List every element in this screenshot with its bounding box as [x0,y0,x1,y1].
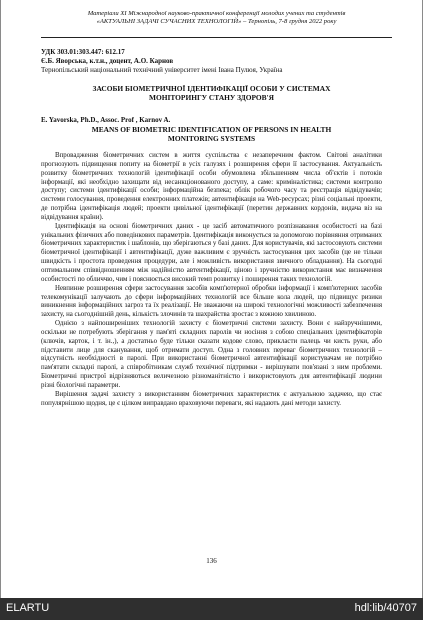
title-ua-line-2: МОНІТОРИНГУ СТАНУ ЗДОРОВ'Я [149,93,274,103]
udk-code: УДК 303.01:303.447: 612.17 [41,48,125,56]
title-english [41,125,382,143]
affiliation: Тернопільський національний технічний університет імені Івана Пулюя, Україна [41,66,283,74]
viewer-footer [0,598,423,620]
conference-header [41,10,392,27]
footer-repository-label: ELARTU [6,602,50,614]
header-line-2: «АКТУАЛЬНІ ЗАДАЧІ СУЧАСНИХ ТЕХНОЛОГІЙ» – Тернопіль, 7-8 грудня 2022 року [96,18,337,26]
authors-ua: Є.Б. Яворська, к.т.н., доцент, А.О. Карнов [41,57,174,65]
footer-handle-label: hdl:lib/40707 [354,602,417,614]
authors-en: E. Yavorska, Ph.D., Assoc. Prof , Karnov A. [41,116,171,124]
paragraph: Ідентифікація на основі біометричних даних - це засіб автоматичного розпізнавання особистості на базі унікальних фізичних або поведінкових параметрів. Ідентифікація виконується за допомогою порівняння отриманих біометричних характеристик і шаблонів, що зберігаються у базі даних. Для користувачів, які застосовують системи біометричної ідентифікації і автентифікації, дуже важливим є зручність застосування цих засобів (це не тільки швидкість і простота проведення процедури, але і можливість використання звичного обладнання). На сьогодні оптимальним співвідношенням між надійністю автентифікації, ціною і зручністю використання має визначення особистості по обличчю, чим і пояснюється високий темп розвитку і поширення таких технологій. [41,222,382,283]
title-ua-line-1: ЗАСОБИ БІОМЕТРИЧНОЇ ІДЕНТИФІКАЦІЇ ОСОБИ У СИСТЕМАХ [92,84,331,93]
paragraph: Вирішення задачі захисту з використанням біометричних характеристик є актуальною задачею, що стає популярнішою щодня, це є цілком виправдано враховуючи переваги, які надають дані методи захисту. [41,390,382,407]
body-text [41,152,382,408]
paragraph: Впровадження біометричних систем в життя суспільства є незаперечним фактом. Світові аналітики прогнозують підвищення попиту на біометрії в усіх галузях і розширення сфери її застосування. Актуальність розвитку біометричних технологій ідентифікації особи обумовлена збільшенням числа об'єктів і потоків інформації, які необхідно захищати від несанкціонованого доступу, а саме: криміналістика; системи контролю доступу; системи ідентифікації особи; інформаційна безпека; облік робочого часу та реєстрація відвідувачів; системи голосування, проведення електронних платежів; автентифікація на Web-ресурсах; різні соціальні проекти, де потрібна ідентифікація людей; проекти цивільної ідентифікації (перетин державних кордонів, видача віз на відвідування країни). [41,152,382,221]
header-rule [41,37,392,38]
paragraph: Однією з найпоширеніших технологій захисту є біометричні системи захисту. Вони є найзручнішими, оскільки не потребують зберігання у пам'яті складних паролів чи носіння з собою спеціальних ідентифікаторів (ключів, карток, і т. ін.,), а достатньо буде тільки сказати кодове слово, прикласти палець чи кисть руки, або підставити лице для сканування, щоб отримати доступ. Одна з головних переваг біометричних технологій – відсутність необхідності в паролі. При використанні біометричної автентифікації користувачам не потрібно пам'ятати складні паролі, а співробітникам служб технічної підтримки - вирішувати пов'язані з ним проблеми. Біометричні пристрої відрізняються величезною різноманітністю і використовують для автентифікації людини різні біологічні параметри. [41,320,382,389]
title-ukrainian [41,84,382,102]
page-number: 136 [206,557,217,565]
title-en-line-2: MONITORING SYSTEMS [167,134,256,144]
paragraph: Невпинне розширення сфери застосування засобів комп'ютерної обробки інформації і комп'ютерних засобів телекомунікації залучають до сфери інформаційних технологій все більше кола людей, що підвищує ризики виникнення інформаційних загроз та їх реалізації. Не зважаючи на широкі технологічні можливості забезпечення захисту, на сьогоднішній день, кількість злочинів та шахрайства зростає з кожною хвилиною. [41,284,382,319]
header-line-1: Матеріали ХІ Міжнародної науково-практичної конференції молодих учених та студентів [87,10,346,17]
title-en-line-1: MEANS OF BIOMETRIC IDENTIFICATION OF PERSONS IN HEALTH [91,125,332,134]
